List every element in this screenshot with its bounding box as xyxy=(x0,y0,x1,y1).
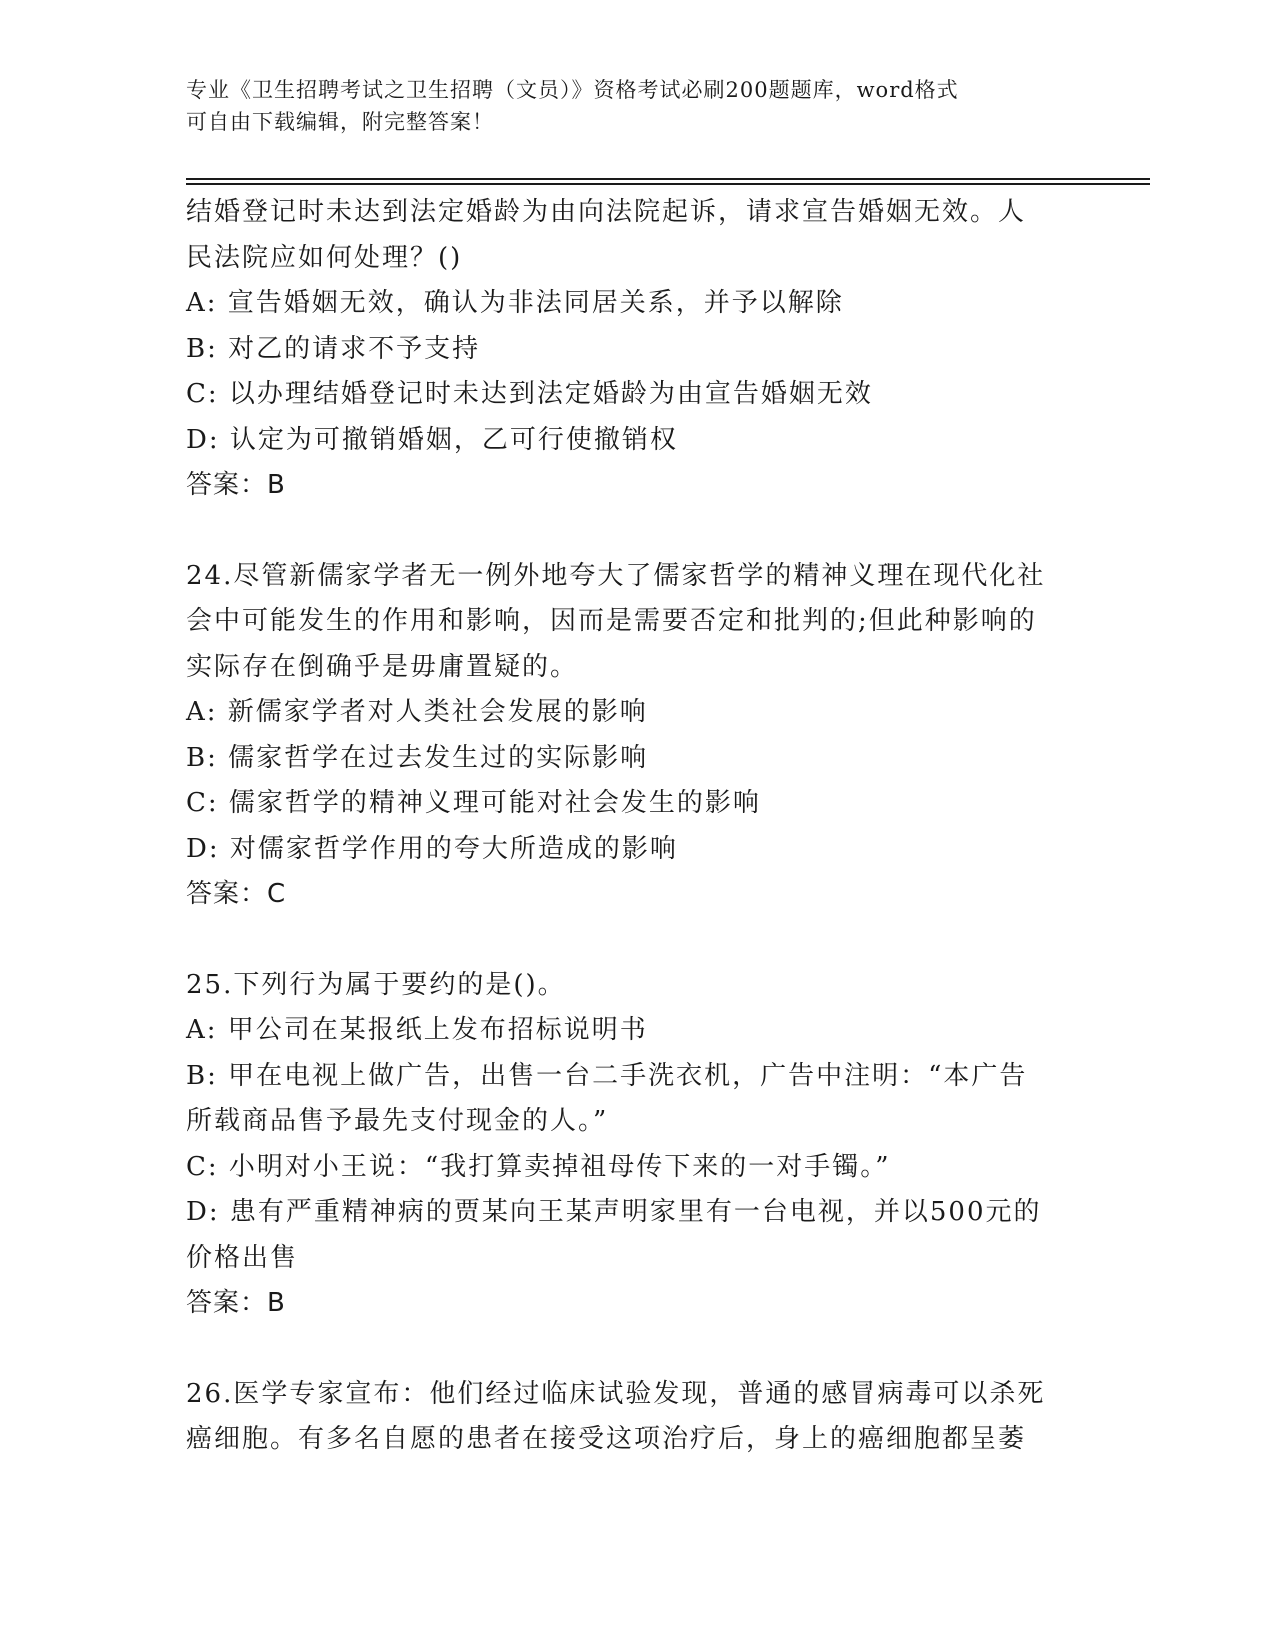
question-stem-line: 实际存在倒确乎是毋庸置疑的。 xyxy=(186,651,579,682)
question-26 xyxy=(186,1372,1086,1463)
header-line-1: 专业《卫生招聘考试之卫生招聘（文员）》资格考试必刷200题题库，word格式 xyxy=(186,78,959,102)
document-body xyxy=(186,190,1086,1463)
answer-label: 答案：B xyxy=(186,1288,286,1318)
option-a: A: 新儒家学者对人类社会发展的影响 xyxy=(186,697,648,727)
option-b: B: 甲在电视上做广告，出售一台二手洗衣机，广告中注明：“本广告 xyxy=(186,1060,1028,1091)
option-d: D: 认定为可撤销婚姻，乙可行使撤销权 xyxy=(186,424,678,455)
header-rule-top xyxy=(186,178,1150,180)
option-d: D: 患有严重精神病的贾某向王某声明家里有一台电视，并以500元的 xyxy=(186,1197,1042,1227)
question-23 xyxy=(186,190,1086,509)
question-spacer xyxy=(186,918,1086,963)
option-b: B: 儒家哲学在过去发生过的实际影响 xyxy=(186,742,649,773)
question-stem-line: 24.尽管新儒家学者无一例外地夸大了儒家哲学的精神义理在现代化社 xyxy=(186,560,1046,591)
option-b-continued: 所载商品售予最先支付现金的人。” xyxy=(186,1106,609,1136)
option-d-continued: 价格出售 xyxy=(186,1242,299,1273)
question-stem-line: 癌细胞。有多名自愿的患者在接受这项治疗后，身上的癌细胞都呈萎 xyxy=(186,1424,1027,1454)
option-c: C: 以办理结婚登记时未达到法定婚龄为由宣告婚姻无效 xyxy=(186,379,873,409)
question-25 xyxy=(186,963,1086,1327)
question-stem-line: 会中可能发生的作用和影响，因而是需要否定和批判的;但此种影响的 xyxy=(186,606,1037,636)
option-a: A: 宣告婚姻无效，确认为非法同居关系，并予以解除 xyxy=(186,288,844,318)
option-a: A: 甲公司在某报纸上发布招标说明书 xyxy=(186,1015,648,1045)
answer-label: 答案：C xyxy=(186,879,287,909)
question-stem-line: 25.下列行为属于要约的是()。 xyxy=(186,969,566,1000)
question-spacer xyxy=(186,509,1086,554)
question-spacer xyxy=(186,1327,1086,1372)
question-24 xyxy=(186,554,1086,918)
option-d: D: 对儒家哲学作用的夸大所造成的影响 xyxy=(186,833,678,864)
answer-label: 答案：B xyxy=(186,470,286,500)
header-rule-bottom xyxy=(186,183,1150,185)
question-stem-line: 26.医学专家宣布：他们经过临床试验发现，普通的感冒病毒可以杀死 xyxy=(186,1378,1046,1409)
question-stem-line: 结婚登记时未达到法定婚龄为由向法院起诉，请求宣告婚姻无效。人 xyxy=(186,197,1027,227)
option-b: B: 对乙的请求不予支持 xyxy=(186,333,481,364)
question-stem-line: 民法院应如何处理？() xyxy=(186,242,463,273)
option-c: C: 儒家哲学的精神义理可能对社会发生的影响 xyxy=(186,788,761,818)
document-header xyxy=(186,74,1066,138)
option-c: C: 小明对小王说：“我打算卖掉祖母传下来的一对手镯。” xyxy=(186,1151,891,1182)
header-line-2: 可自由下载编辑，附完整答案！ xyxy=(186,110,494,134)
